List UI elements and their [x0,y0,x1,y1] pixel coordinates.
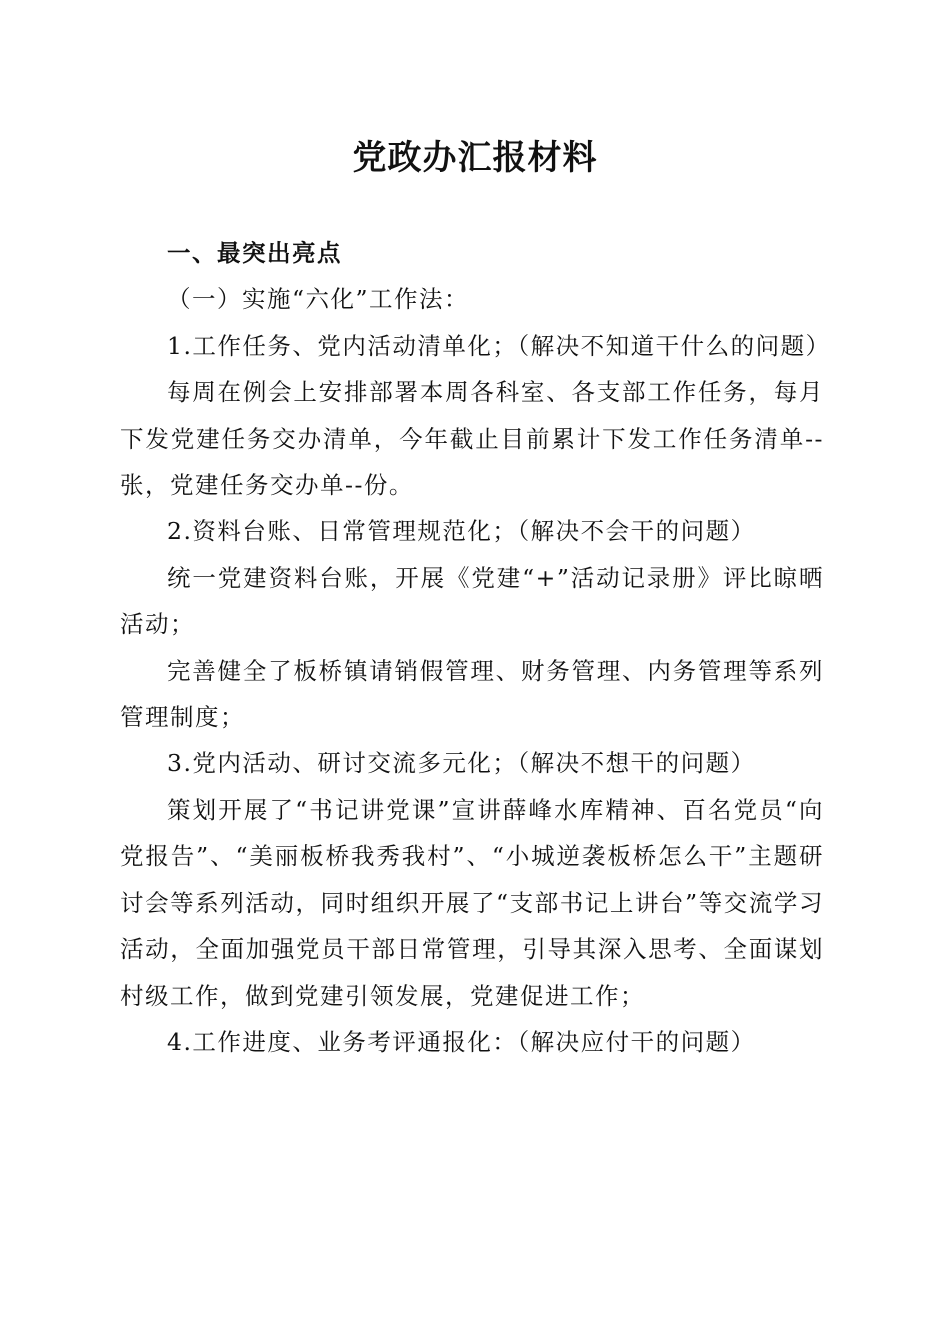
document-title: 党政办汇报材料 [352,138,598,178]
paragraph: 策划开展了“书记讲党课”宣讲薛峰水库精神、百名党员“向党报告”、“美丽板桥我秀我村”、“小城逆袭板桥怎么干”主题研讨会等系列活动，同时组织开展了“支部书记上讲台”等交流学习活动，全面加强党员干部日常管理，引导其深入思考、全面谋划村级工作，做到党建引领发展，党建促进工作； [120,795,824,1010]
item-heading-1: 1.工作任务、党内活动清单化；（解决不知道干什么的问题） [167,331,831,360]
paragraph: 每周在例会上安排部署本周各科室、各支部工作任务，每月下发党建任务交办清单，今年截止目前累计下发工作任务清单--张，党建任务交办单--份。 [120,378,824,500]
subsection-heading: （一）实施“六化”工作法： [167,285,470,314]
item-heading-4: 4.工作进度、业务考评通报化：（解决应付干的问题） [167,1027,756,1056]
paragraph: 统一党建资料台账，开展《党建“+”活动记录册》评比晾晒活动； [120,563,824,639]
document-body [120,230,831,1065]
section-heading: 一、最突出亮点 [167,239,342,267]
item-heading-2: 2.资料台账、日常管理规范化；（解决不会干的问题） [167,517,756,546]
item-heading-3: 3.党内活动、研讨交流多元化；（解决不想干的问题） [167,749,756,778]
paragraph: 完善健全了板桥镇请销假管理、财务管理、内务管理等系列管理制度； [120,656,824,732]
